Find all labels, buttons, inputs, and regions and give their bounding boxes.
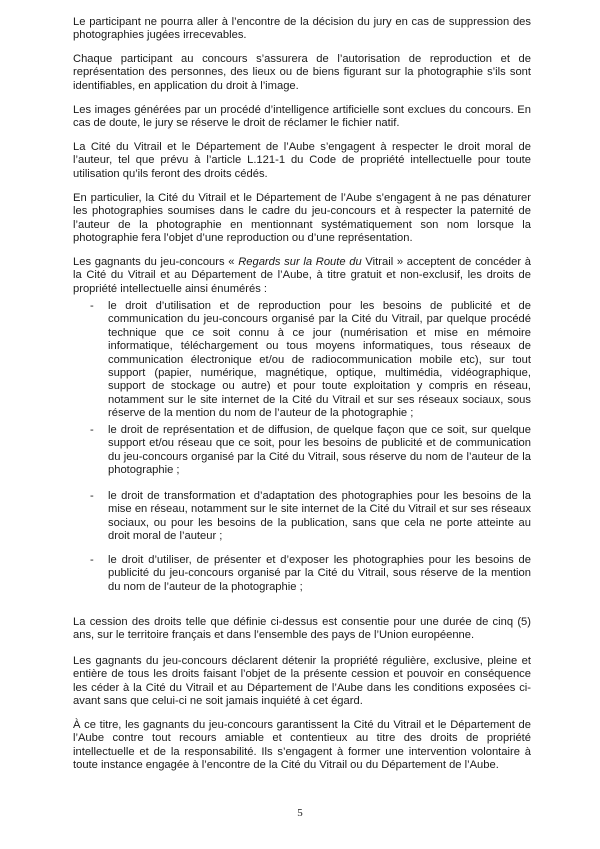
grant-intro-title: Regards sur la Route du — [238, 256, 362, 268]
paragraph-grant-intro — [73, 256, 531, 296]
paragraph-droit-moral: La Cité du Vitrail et le Département de l’Aube s’engagent à respecter le droit moral de l’auteur, tel que prévu à l’article L.121-1 du Code de propriété intellectuelle pour toute utilisation qu’ils feront des droits cédés. — [73, 141, 531, 180]
bullet-marker: - — [90, 490, 94, 502]
paragraph-propriete: Les gagnants du jeu-concours déclarent détenir la propriété régulière, exclusive, pleine et entière de tous les droits faisant l’objet de la présente cession et pouvoir en conséquence les céder à la Cité du Vitrail et au Département de l’Aube dans les conditions exposées ci-avant sans que celui-ci ne soit jamais inquiété à cet égard. — [73, 655, 531, 708]
paragraph-duree-cession: La cession des droits telle que définie ci-dessus est consentie pour une durée de cinq (5) ans, sur le territoire français et dans l’ensemble des pays de l’Union européenne. — [73, 616, 531, 642]
bullet-marker: - — [90, 424, 94, 436]
right-utilisation-reproduction: le droit d’utilisation et de reproduction pour les besoins de publicité et de communication du jeu-concours organisé par la Cité du Vitrail, par quelque procédé technique que ce soit connu à ce jour (numérisation et mise en mémoire informatique, téléchargement ou tous moyens informatiques, tous réseaux de communication électronique et/ou de radiocommunication mobile etc), sur tout support (papier, numérique, magnétique, optique, multimédia, vidéographique, support de stockage ou autre) et pour toute exploitation y compris en réseau, notamment sur le site internet de la Cité du Vitrail et sur ses réseaux sociaux, sous réserve de la mention du nom de l’auteur de la photographie ; — [108, 300, 531, 420]
bullet-marker: - — [90, 554, 94, 566]
right-transformation-adaptation: le droit de transformation et d’adaptation des photographies pour les besoins de la mise en réseau, notamment sur le site internet de la Cité du Vitrail et sur ses réseaux sociaux, ou pour les besoins de la publication, sans que cela ne porte atteinte au droit moral de l’auteur ; — [108, 490, 531, 543]
right-utiliser-exposer: le droit d’utiliser, de présenter et d’exposer les photographies pour les besoins de publicité du jeu-concours organisé par la Cité du Vitrail, sous réserve de la mention du nom de l’auteur de la photographie ; — [108, 554, 531, 593]
paragraph-garantie: À ce titre, les gagnants du jeu-concours garantissent la Cité du Vitrail et le Département de l’Aube contre tout recours amiable et contentieux au titre des droits de propriété intellectuelle et de la responsabilité. Ils s’engagent à former une intervention volontaire à toute instance engagée à l’encontre de la Cité du Vitrail ou du Département de l’Aube. — [73, 719, 531, 772]
page-number: 5 — [297, 807, 303, 819]
paragraph-droit-image: Chaque participant au concours s’assurera de l’autorisation de reproduction et de représentation des personnes, des lieux ou de biens figurant sur la photographie s’ils sont identifiables, en application du droit à l’image. — [73, 53, 531, 92]
paragraph-irrecevables: Le participant ne pourra aller à l’encontre de la décision du jury en cas de suppression des photographies jugées irrecevables. — [73, 16, 531, 42]
grant-intro-before: Les gagnants du jeu-concours « — [73, 256, 239, 268]
paragraph-paternite: En particulier, la Cité du Vitrail et le Département de l’Aube s’engagent à ne pas dénaturer les photographies soumises dans le cadre du jeu-concours et à respecter la paternité de l’auteur de la photographie en mentionnant systématiquement son nom lorsque la photographie fera l’objet d’une reproduction ou d’une représentation. — [73, 192, 531, 245]
bullet-marker: - — [90, 300, 94, 312]
right-representation-diffusion: le droit de représentation et de diffusion, de quelque façon que ce soit, sur quelque support et/ou réseau que ce soit, pour les besoins de publicité et de communication du jeu-concours organisé par la Cité du Vitrail, sous réserve du nom de l’auteur de la photographie ; — [108, 424, 531, 477]
grant-intro-after: Vitrail » acceptent de concéder à la Cité du Vitrail et au Département de l’Aube, à titre gratuit et non-exclusif, les droits de propriété intellectuelle ainsi énumérés : — [73, 256, 531, 295]
paragraph-intelligence-artificielle: Les images générées par un procédé d’intelligence artificielle sont exclues du concours. En cas de doute, le jury se réserve le droit de réclamer le fichier natif. — [73, 104, 531, 130]
